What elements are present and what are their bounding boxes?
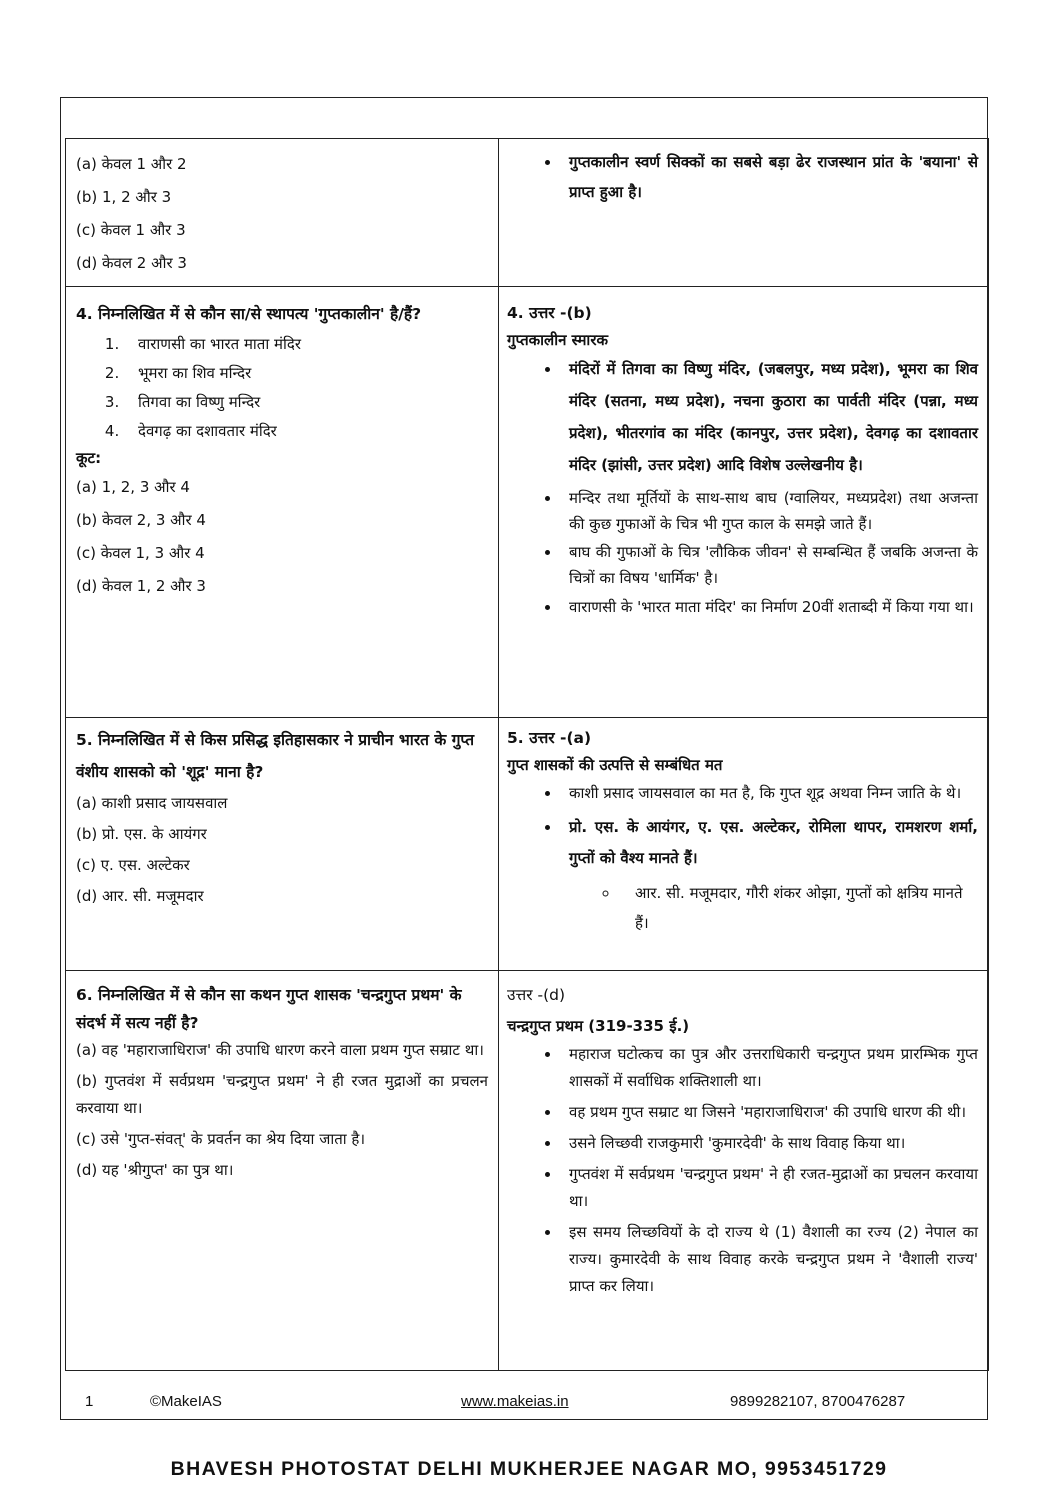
option-d: (d) आर. सी. मजूमदार — [76, 887, 204, 905]
answer-bullets — [507, 147, 978, 207]
bullet-item: • मन्दिर तथा मूर्तियों के साथ-साथ बाघ (ग्वालियर, मध्यप्रदेश) तथा अजन्ता की कुछ गुफाओं के चित्र भी गुप्त काल के समझे जाते हैं। — [561, 485, 978, 537]
answer-cell — [499, 718, 989, 971]
bullet-item: • वाराणसी के 'भारत माता मंदिर' का निर्माण 20वीं शताब्दी में किया गया था। — [561, 593, 978, 621]
qa-row-4 — [66, 287, 989, 718]
phone-numbers: 9899282107, 8700476287 — [730, 1393, 906, 1410]
statement-item: 2. भूमरा का शिव मन्दिर — [124, 359, 488, 388]
question-text: 4. निम्नलिखित में से कौन सा/से स्थापत्य 'गुप्तकालीन' है/हैं? — [76, 305, 422, 323]
statement-item: 1. वाराणसी का भारत माता मंदिर — [124, 330, 488, 359]
answer-cell — [499, 139, 989, 287]
bullet-item: • काशी प्रसाद जायसवाल का मत है, कि गुप्त शूद्र अथवा निम्न जाति के थे। — [561, 778, 978, 808]
option-a: (a) 1, 2, 3 और 4 — [76, 478, 190, 496]
bullet-item: • बाघ की गुफाओं के चित्र 'लौकिक जीवन' से सम्बन्धित हैं जबकि अजन्ता के चित्रों का विषय 'धार्मिक' है। — [561, 539, 978, 591]
answer-subtitle: चन्द्रगुप्त प्रथम (319-335 ई.) — [507, 1017, 690, 1035]
answer-sub-bullets — [507, 878, 978, 938]
code-label: कूट: — [76, 449, 102, 467]
answer-label: 5. उत्तर -(a) — [507, 729, 592, 747]
option-a: (a) केवल 1 और 2 — [76, 155, 187, 173]
answer-subtitle: गुप्तकालीन स्मारक — [507, 331, 608, 349]
answer-label: उत्तर -(d) — [507, 986, 565, 1004]
qa-row-6 — [66, 971, 989, 1371]
question-cell — [66, 287, 499, 718]
question-cell — [66, 718, 499, 971]
option-d: (d) केवल 2 और 3 — [76, 254, 187, 272]
qa-row-3 — [66, 139, 989, 287]
bullet-item: • महाराज घटोत्कच का पुत्र और उत्तराधिकारी चन्द्रगुप्त प्रथम प्रारम्भिक गुप्त शासकों में सर्वाधिक शक्तिशाली था। — [561, 1041, 978, 1095]
option-c: (c) केवल 1, 3 और 4 — [76, 544, 205, 562]
option-d: (d) यह 'श्रीगुप्त' का पुत्र था। — [76, 1161, 234, 1179]
statement-item: 3. तिगवा का विष्णु मन्दिर — [124, 388, 488, 417]
photostat-banner: BHAVESH PHOTOSTAT DELHI MUKHERJEE NAGAR MO, 9953451729 — [170, 1458, 888, 1480]
question-cell — [66, 139, 499, 287]
option-b: (b) केवल 2, 3 और 4 — [76, 511, 206, 529]
copyright: ©MakeIAS — [150, 1393, 222, 1410]
bullet-item: • इस समय लिच्छवियों के दो राज्य थे (1) वैशाली का रज्य (2) नेपाल का राज्य। कुमारदेवी के साथ विवाह करके चन्द्रगुप्त प्रथम ने 'वैशाली राज्य' प्राप्त कर लिया। — [561, 1219, 978, 1300]
answer-cell — [499, 287, 989, 718]
page-number: 1 — [85, 1393, 94, 1410]
option-a: (a) काशी प्रसाद जायसवाल — [76, 794, 228, 812]
answer-cell — [499, 971, 989, 1371]
option-c: (c) केवल 1 और 3 — [76, 221, 186, 239]
bullet-item: • मंदिरों में तिगवा का विष्णु मंदिर, (जबलपुर, मध्य प्रदेश), भूमरा का शिव मंदिर (सतना, मध्य प्रदेश), नचना कुठारा का पार्वती मंदिर (पन्ना, मध्य प्रदेश), भीतरगांव का मंदिर (कानपुर, उत्तर प्रदेश), देवगढ़ का दशावतार मंदिर (झांसी, उत्तर प्रदेश) आदि विशेष उल्लेखनीय है। — [561, 353, 978, 481]
statement-item: 4. देवगढ़ का दशावतार मंदिर — [124, 417, 488, 446]
sub-bullet-item: ◦ आर. सी. मजूमदार, गौरी शंकर ओझा, गुप्तों को क्षत्रिय मानते हैं। — [619, 878, 978, 938]
website-link[interactable]: www.makeias.in — [461, 1393, 569, 1410]
answer-bullets — [507, 353, 978, 621]
option-d: (d) केवल 1, 2 और 3 — [76, 577, 206, 595]
question-text: 6. निम्नलिखित में से कौन सा कथन गुप्त शासक 'चन्द्रगुप्त प्रथम' के संदर्भ में सत्य नहीं है? — [76, 986, 462, 1032]
bullet-item: • वह प्रथम गुप्त सम्राट था जिसने 'महाराजाधिराज' की उपाधि धारण की थी। — [561, 1099, 978, 1126]
bullet-item: • प्रो. एस. के आयंगर, ए. एस. अल्टेकर, रोमिला थापर, रामशरण शर्मा, गुप्तों को वैश्य मानते हैं। — [561, 812, 978, 874]
question-text: 5. निम्नलिखित में से किस प्रसिद्ध इतिहासकार ने प्राचीन भारत के गुप्त वंशीय शासको को 'शूद्र' माना है? — [76, 731, 475, 781]
question-answer-table — [65, 138, 989, 1371]
qa-row-5 — [66, 718, 989, 971]
answer-bullets — [507, 1041, 978, 1300]
option-a: (a) वह 'महाराजाधिराज' की उपाधि धारण करने वाला प्रथम गुप्त सम्राट था। — [76, 1041, 484, 1059]
answer-label: 4. उत्तर -(b) — [507, 304, 592, 322]
option-c: (c) उसे 'गुप्त-संवत्' के प्रवर्तन का श्रेय दिया जाता है। — [76, 1130, 366, 1148]
answer-subtitle: गुप्त शासकों की उत्पत्ति से सम्बंधित मत — [507, 756, 723, 774]
option-b: (b) 1, 2 और 3 — [76, 188, 172, 206]
option-c: (c) ए. एस. अल्टेकर — [76, 856, 190, 874]
statement-list — [76, 330, 488, 446]
bullet-item: • उसने लिच्छवी राजकुमारी 'कुमारदेवी' के साथ विवाह किया था। — [561, 1130, 978, 1157]
bullet-item: • गुप्तकालीन स्वर्ण सिक्कों का सबसे बड़ा ढेर राजस्थान प्रांत के 'बयाना' से प्राप्त हुआ है। — [561, 147, 978, 207]
bullet-item: • गुप्तवंश में सर्वप्रथम 'चन्द्रगुप्त प्रथम' ने ही रजत-मुद्राओं का प्रचलन करवाया था। — [561, 1161, 978, 1215]
option-b: (b) प्रो. एस. के आयंगर — [76, 825, 207, 843]
question-cell — [66, 971, 499, 1371]
answer-bullets — [507, 778, 978, 874]
option-b: (b) गुप्तवंश में सर्वप्रथम 'चन्द्रगुप्त प्रथम' ने ही रजत मुद्राओं का प्रचलन करवाया था। — [76, 1072, 488, 1117]
